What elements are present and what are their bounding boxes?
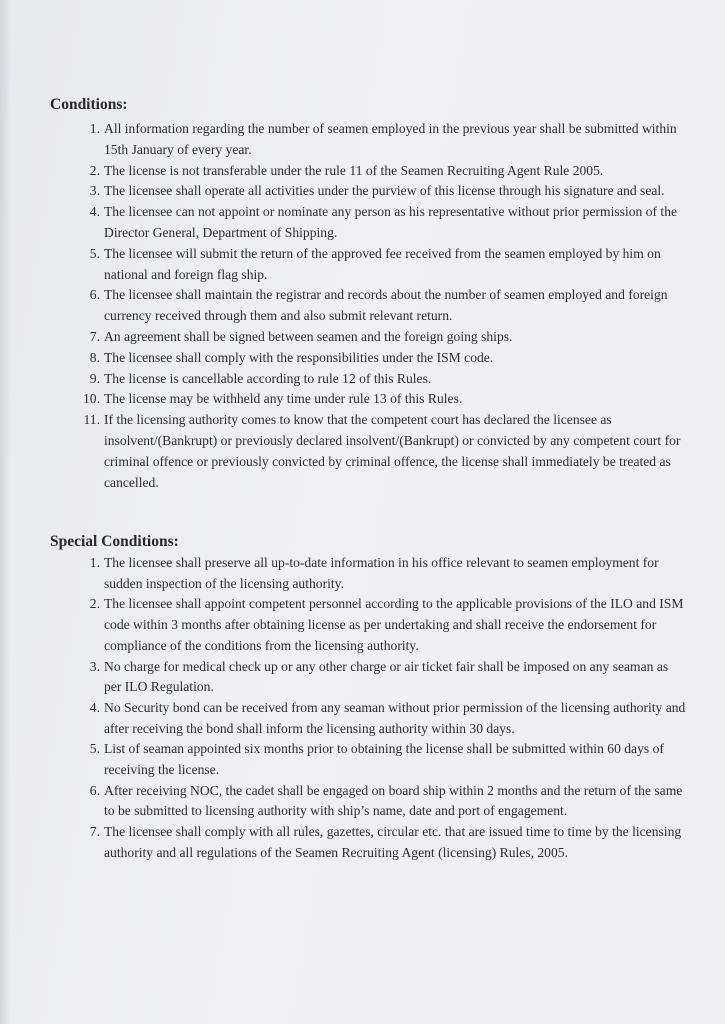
condition-item-9 (78, 369, 690, 390)
special-condition-number: 7. (89, 824, 100, 840)
condition-number: 9. (89, 370, 100, 386)
condition-item-8 (78, 348, 690, 369)
special-condition-item-4 (78, 698, 688, 739)
condition-item-1 (78, 119, 690, 161)
condition-item-7 (78, 327, 690, 348)
special-condition-item-1 (78, 553, 688, 594)
condition-text: All information regarding the number of seamen employed in the previous year shall be submitted within 15th January of every year. (104, 121, 677, 157)
special-condition-item-2 (78, 594, 688, 656)
special-condition-item-3 (78, 657, 688, 698)
special-condition-number: 3. (89, 658, 100, 674)
condition-item-4 (78, 202, 690, 244)
condition-number: 8. (89, 349, 100, 365)
special-condition-text: No charge for medical check up or any other charge or air ticket fair shall be imposed on any seaman as per ILO Regulation. (104, 658, 669, 695)
condition-text: The license is cancellable according to rule 12 of this Rules. (104, 370, 432, 386)
special-condition-item-5 (78, 739, 688, 780)
condition-text: The license may be withheld any time under rule 13 of this Rules. (104, 391, 463, 407)
special-conditions-list (78, 553, 688, 864)
condition-item-3 (78, 181, 690, 202)
condition-number: 1. (89, 121, 100, 136)
conditions-heading: Conditions: (50, 96, 128, 113)
condition-number: 4. (89, 204, 100, 220)
condition-text: The licensee can not appoint or nominate any person as his representative without prior permission of the Director General, Department of Shipping. (104, 204, 678, 240)
condition-text: The licensee shall maintain the registrar and records about the number of seamen employed and foreign currency received through them and also submit relevant return. (104, 287, 668, 324)
special-condition-item-7 (78, 822, 688, 863)
condition-text: The licensee will submit the return of the approved fee received from the seamen employed by him on national and foreign flag ship. (104, 245, 661, 282)
condition-item-2 (78, 161, 690, 182)
condition-number: 7. (89, 328, 100, 344)
special-condition-item-6 (78, 781, 688, 822)
special-condition-text: List of seaman appointed six months prior to obtaining the license shall be submitted within 60 days of receiving the license. (104, 741, 664, 778)
condition-item-5 (78, 244, 690, 286)
special-condition-text: After receiving NOC, the cadet shall be engaged on board ship within 2 months and the return of the same to be submitted to licensing authority with ship’s name, date and port of engagement. (104, 782, 683, 819)
special-condition-number: 1. (89, 555, 100, 570)
condition-item-6 (78, 285, 690, 327)
special-condition-text: No Security bond can be received from any seaman without prior permission of the licensing authority and after receiving the bond shall inform the licensing authority within 30 days. (104, 699, 686, 736)
condition-number: 11. (83, 412, 100, 428)
condition-number: 6. (89, 287, 100, 303)
condition-item-10 (78, 389, 690, 410)
condition-text: An agreement shall be signed between seamen and the foreign going ships. (104, 328, 513, 344)
special-condition-text: The licensee shall comply with all rules, gazettes, circular etc. that are issued time to time by the licensing authority and all regulations of the Seamen Recruiting Agent (licensing) Rules, 2005. (104, 824, 682, 860)
condition-text: The licensee shall operate all activities under the purview of this license through his signature and seal. (104, 183, 665, 199)
special-condition-number: 4. (89, 699, 100, 715)
condition-number: 5. (89, 245, 100, 261)
condition-number: 2. (89, 162, 100, 178)
condition-number: 3. (89, 183, 100, 199)
condition-text: The licensee shall comply with the responsibilities under the ISM code. (104, 349, 494, 365)
special-conditions-heading: Special Conditions: (50, 533, 179, 550)
condition-number: 10. (83, 391, 100, 407)
special-condition-text: The licensee shall appoint competent personnel according to the applicable provisions of the ILO and ISM code within 3 months after obtaining license as per undertaking and shall receive the endorsement for compliance of the conditions from the licensing authority. (104, 596, 684, 653)
special-condition-text: The licensee shall preserve all up-to-date information in his office relevant to seamen employment for sudden inspection of the licensing authority. (104, 555, 659, 591)
special-condition-number: 5. (89, 741, 100, 757)
condition-text: The license is not transferable under the rule 11 of the Seamen Recruiting Agent Rule 2005. (104, 162, 604, 178)
special-condition-number: 2. (89, 596, 100, 612)
conditions-list (78, 119, 690, 493)
condition-item-11 (78, 410, 690, 493)
special-condition-number: 6. (89, 782, 100, 798)
condition-text: If the licensing authority comes to know that the competent court has declared the licensee as insolvent/(Bankrupt) or previously declared insolvent/(Bankrupt) or convicted by any competent court for criminal offence or previously convicted by criminal offence, the license shall immediately be treated as cancelled. (104, 412, 681, 490)
